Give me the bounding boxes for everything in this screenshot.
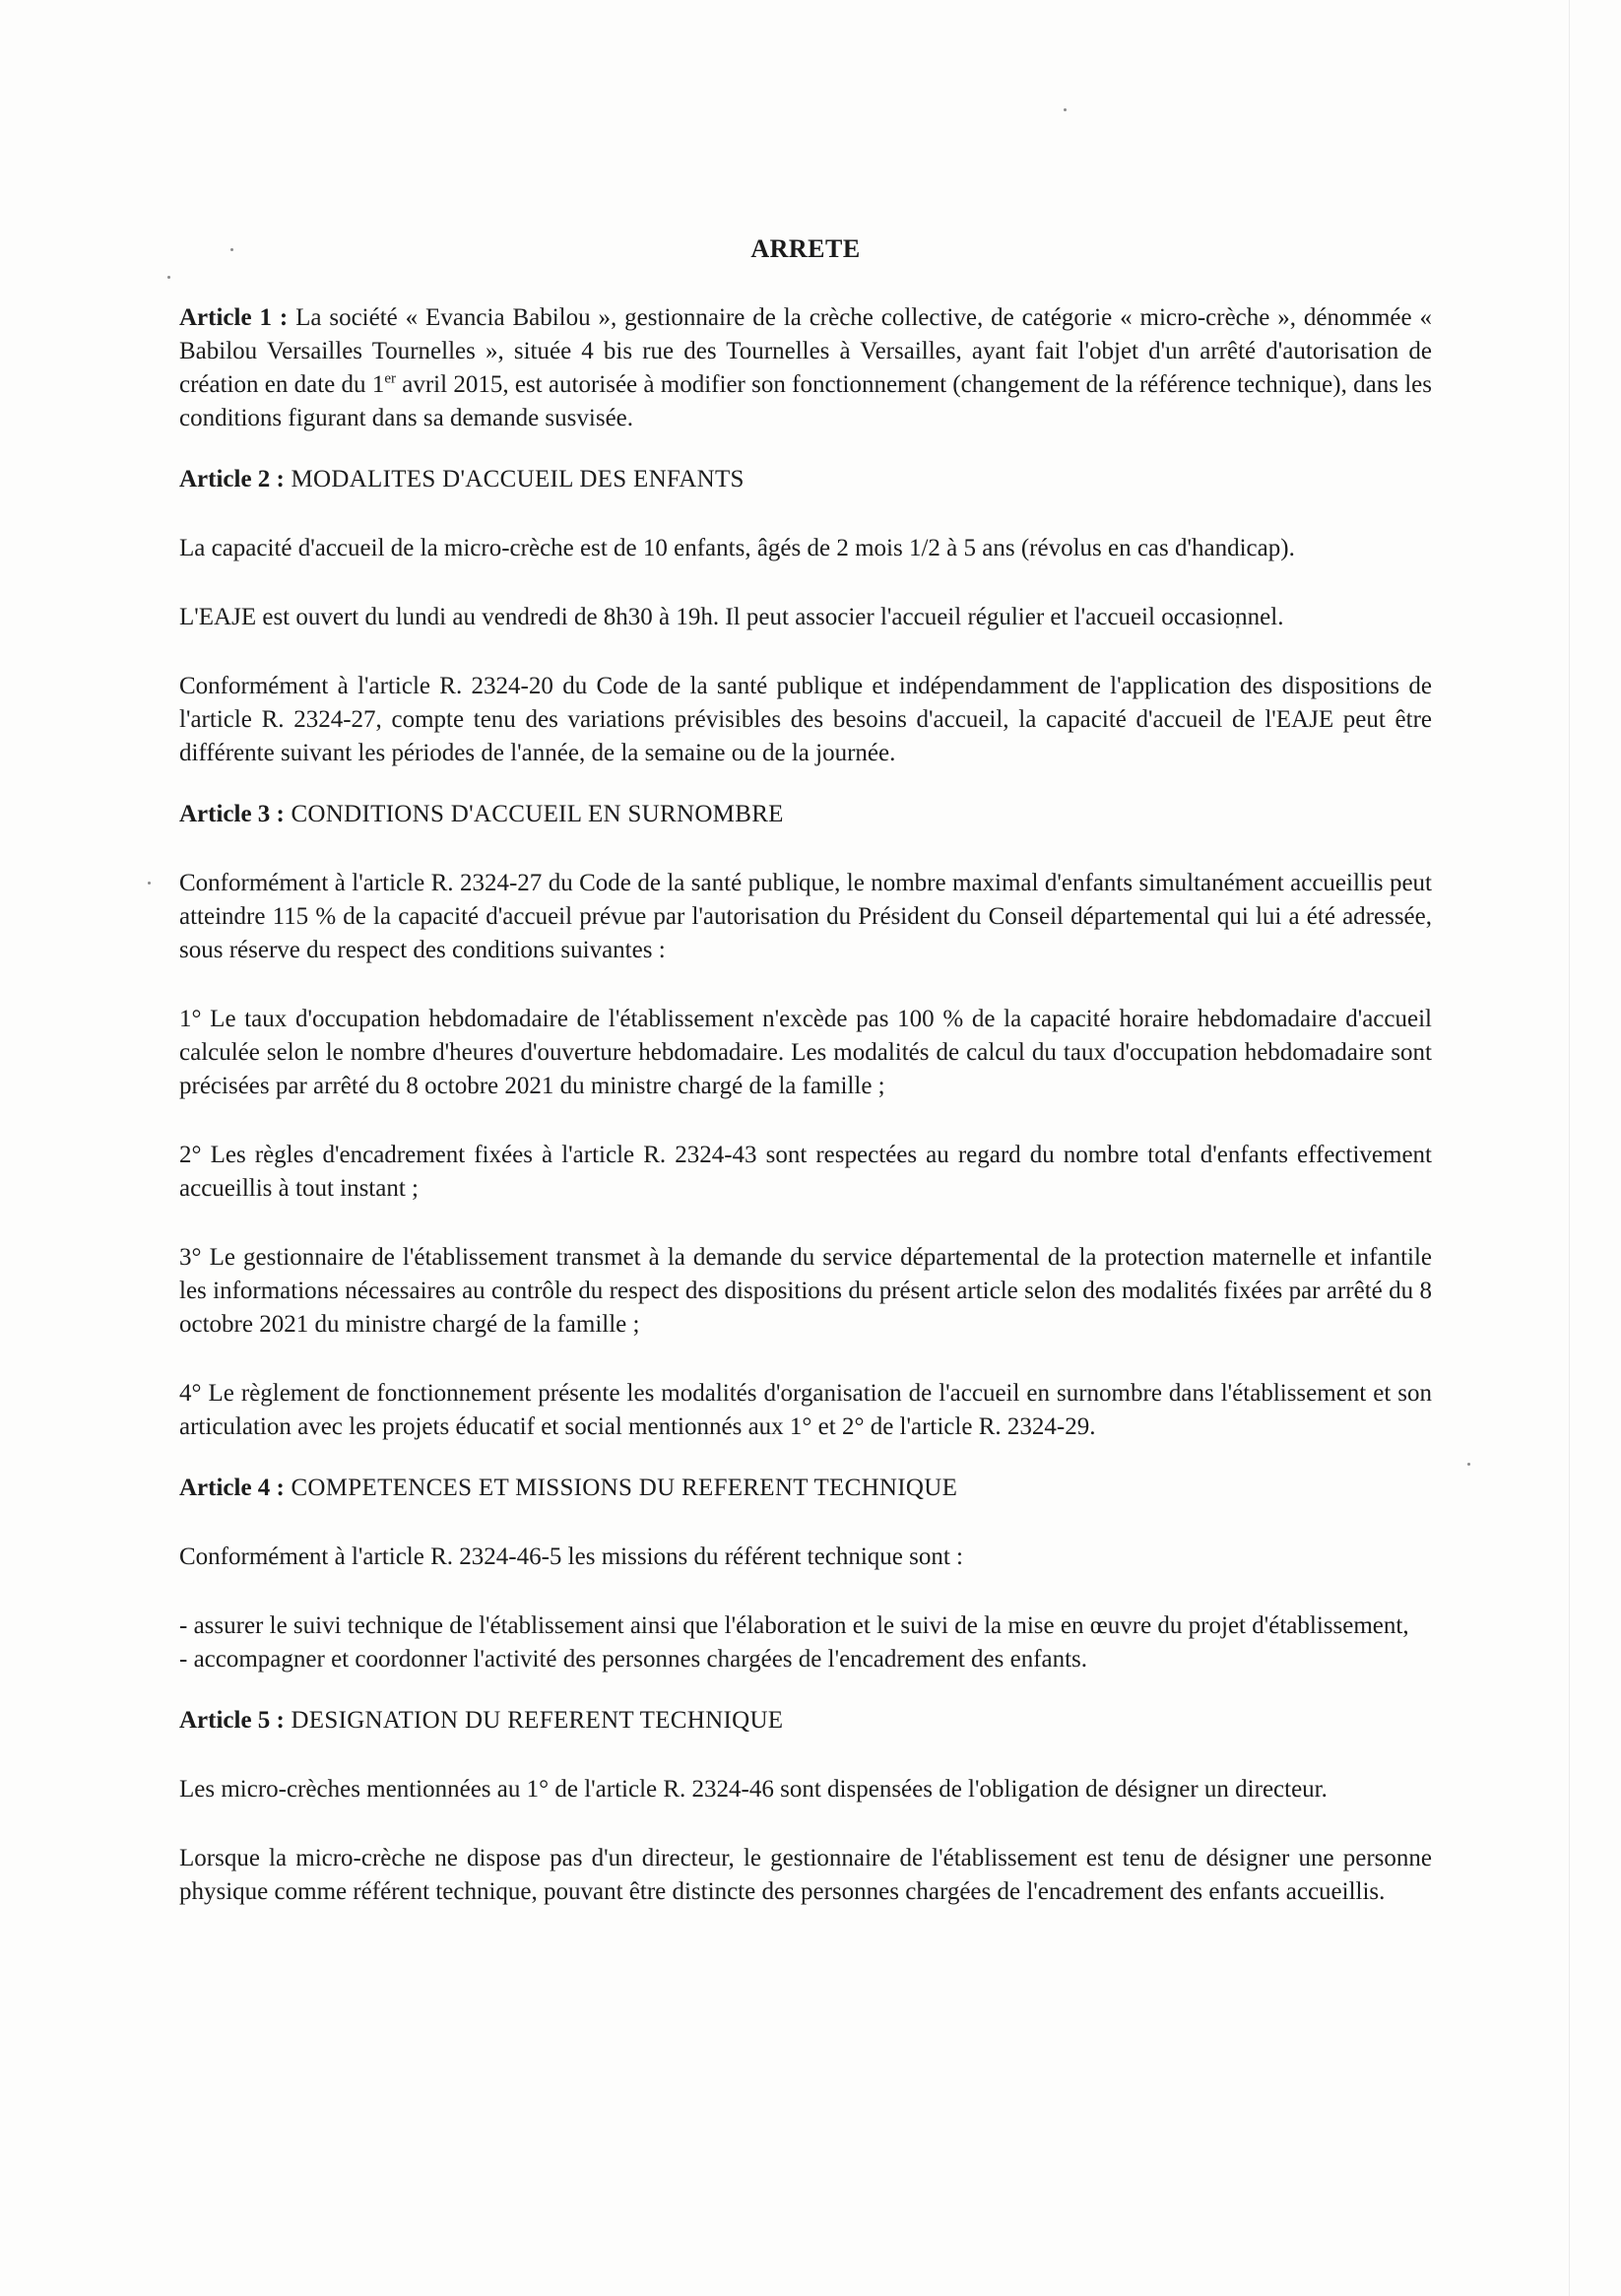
article-2-paragraph: L'EAJE est ouvert du lundi au vendredi de 8h30 à 19h. Il peut associer l'accueil régulier et l'accueil occasionnel. [179,604,1284,630]
article-3-heading [179,798,1432,831]
article-1 [179,301,1432,435]
article-3-title: CONDITIONS D'ACCUEIL EN SURNOMBRE [284,801,784,827]
article-1-text-end: avril 2015, est autorisée à modifier son fonctionnement (changement de la référence technique), dans les conditions figurant dans sa demande susvisée. [179,371,1432,431]
article-4-title: COMPETENCES ET MISSIONS DU REFERENT TECHNIQUE [284,1475,958,1501]
document-body [179,232,1432,1909]
article-4-label: Article 4 : [179,1475,285,1501]
article-3-condition: 2° Les règles d'encadrement fixées à l'article R. 2324-43 sont respectées au regard du nombre total d'enfants effectivement accueillis à tout instant ; [179,1142,1432,1202]
article-4-list-item: - assurer le suivi technique de l'établissement ainsi que l'élaboration et le suivi de la mise en œuvre du projet d'établissement, [179,1612,1409,1639]
article-5-title: DESIGNATION DU REFERENT TECHNIQUE [284,1707,784,1734]
article-2-label: Article 2 : [179,466,285,492]
article-3-condition: 4° Le règlement de fonctionnement présente les modalités d'organisation de l'accueil en surnombre dans l'établissement et son articulation avec les projets éducatif et social mentionnés aux 1° et 2° de l'article R. 2324-29. [179,1380,1432,1440]
document-title: ARRETE [750,234,861,263]
article-2-title: MODALITES D'ACCUEIL DES ENFANTS [284,466,745,492]
article-4-heading [179,1472,1432,1505]
scan-speck [167,276,170,279]
article-5-paragraph: Lorsque la micro-crèche ne dispose pas d'un directeur, le gestionnaire de l'établissement est tenu de désigner une personne physique comme référent technique, pouvant être distincte des personnes chargées de l'encadrement des enfants accueillis. [179,1845,1432,1905]
article-5-paragraph: Les micro-crèches mentionnées au 1° de l'article R. 2324-46 sont dispensées de l'obligation de désigner un directeur. [179,1776,1328,1803]
scan-speck [1064,108,1067,111]
article-5-label: Article 5 : [179,1707,285,1734]
scan-speck [1467,1463,1470,1466]
article-4-intro: Conformément à l'article R. 2324-46-5 les missions du référent technique sont : [179,1543,963,1570]
article-2-heading [179,463,1432,496]
article-3-label: Article 3 : [179,801,285,827]
article-1-label: Article 1 : [179,304,289,331]
article-1-text-start: La société « Evancia Babilou », gestionnaire de la crèche collective, de catégorie « micro-crèche », dénommée « Babilou Versailles Tournelles », située 4 bis rue des Tournelles à Versailles, ayant fait l'objet d'un arrêté d'autorisation de création en date du 1 [179,304,1432,398]
article-4-list-item: - accompagner et coordonner l'activité des personnes chargées de l'encadrement des enfants. [179,1646,1088,1673]
article-2-paragraph: La capacité d'accueil de la micro-crèche est de 10 enfants, âgés de 2 mois 1/2 à 5 ans (révolus en cas d'handicap). [179,535,1295,561]
article-1-superscript: er [384,370,396,387]
scan-edge-line [1569,0,1570,2296]
scan-speck [148,882,151,885]
article-3-paragraph: Conformément à l'article R. 2324-27 du Code de la santé publique, le nombre maximal d'enfants simultanément accueillis peut atteindre 115 % de la capacité d'accueil prévue par l'autorisation du Président du Conseil départemental qui lui a été adressée, sous réserve du respect des conditions suivantes : [179,870,1432,963]
article-2-paragraph: Conformément à l'article R. 2324-20 du Code de la santé publique et indépendamment de l'application des dispositions de l'article R. 2324-27, compte tenu des variations prévisibles des besoins d'accueil, la capacité d'accueil de l'EAJE peut être différente suivant les périodes de l'année, de la semaine ou de la journée. [179,673,1432,766]
article-3-condition: 1° Le taux d'occupation hebdomadaire de l'établissement n'excède pas 100 % de la capacité horaire hebdomadaire d'accueil calculée selon le nombre d'heures d'ouverture hebdomadaire. Les modalités de calcul du taux d'occupation hebdomadaire sont précisées par arrêté du 8 octobre 2021 du ministre chargé de la famille ; [179,1006,1432,1099]
article-5-heading [179,1704,1432,1738]
article-3-condition: 3° Le gestionnaire de l'établissement transmet à la demande du service départemental de la protection maternelle et infantile les informations nécessaires au contrôle du respect des dispositions du présent article selon des modalités fixées par arrêté du 8 octobre 2021 du ministre chargé de la famille ; [179,1244,1432,1338]
